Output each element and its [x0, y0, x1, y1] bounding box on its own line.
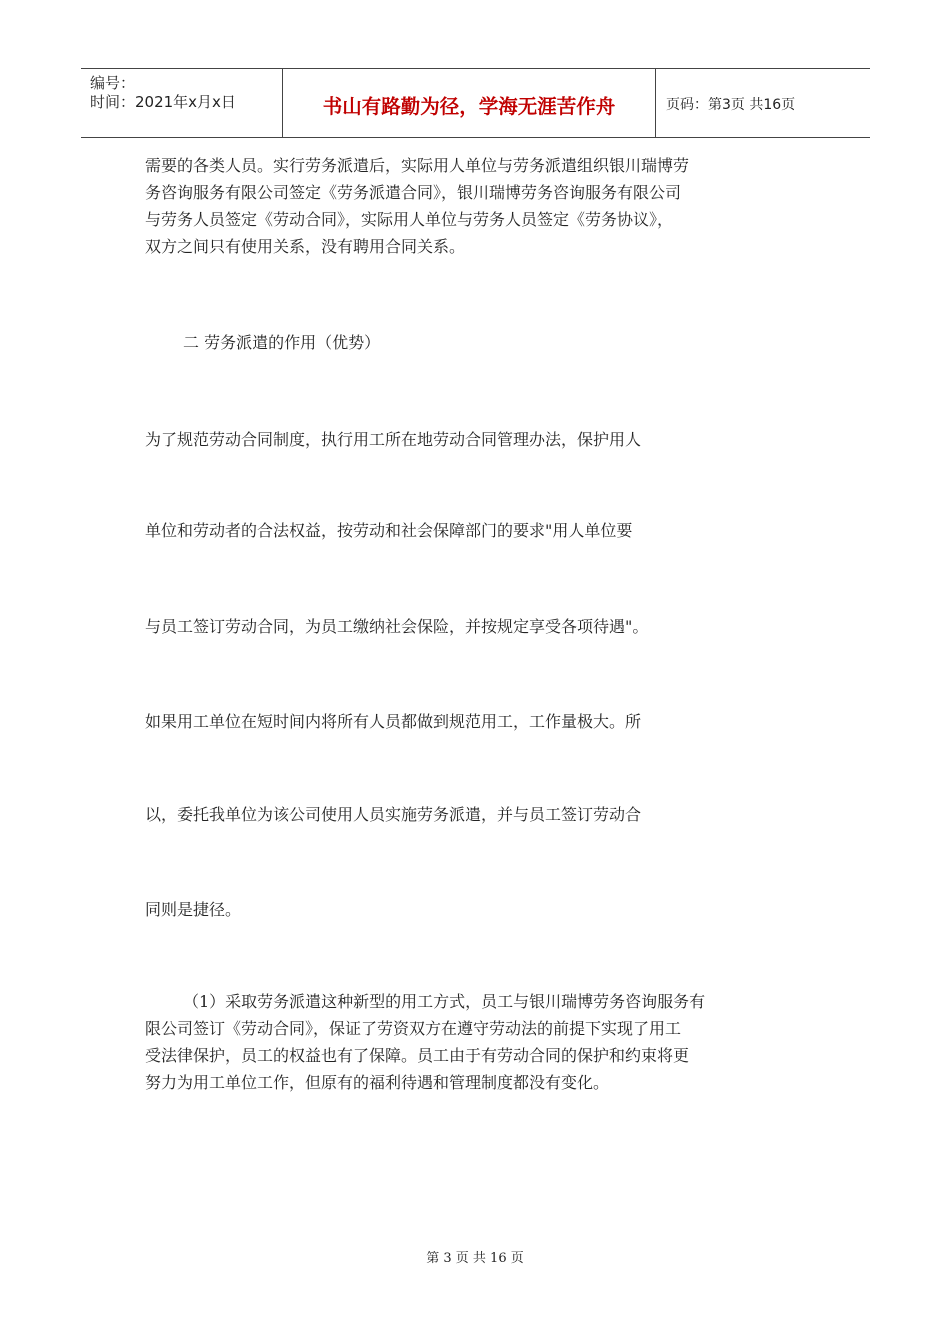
- paragraph-line: 单位和劳动者的合法权益，按劳动和社会保障部门的要求"用人单位要: [145, 521, 633, 540]
- document-header: [81, 68, 870, 138]
- paragraph-line: 为了规范劳动合同制度，执行用工所在地劳动合同管理办法，保护用人: [145, 430, 642, 449]
- header-meta-cell: [81, 69, 283, 137]
- header-motto-cell: [283, 69, 656, 137]
- paragraph-line: 同则是捷径。: [145, 900, 242, 919]
- paragraph-line: 与员工签订劳动合同，为员工缴纳社会保险，并按规定享受各项待遇"。: [145, 617, 649, 636]
- document-date: 时间：2021年x月x日: [90, 93, 236, 111]
- document-number-label: 编号：: [90, 74, 136, 92]
- paragraph-1: [145, 152, 689, 260]
- header-motto: 书山有路勤为径，学海无涯苦作舟: [322, 95, 616, 118]
- paragraph-line: 双方之间只有使用关系，没有聘用合同关系。: [145, 237, 466, 256]
- paragraph-line: （1）采取劳务派遣这种新型的用工方式，员工与银川瑞博劳务咨询服务有: [183, 992, 706, 1011]
- section-heading: 二 劳务派遣的作用（优势）: [183, 333, 381, 352]
- page-footer: 第 3 页 共 16 页: [426, 1251, 524, 1266]
- paragraph-line: 努力为用工单位工作，但原有的福利待遇和管理制度都没有变化。: [145, 1073, 610, 1092]
- paragraph-line: 以，委托我单位为该公司使用人员实施劳务派遣，并与员工签订劳动合: [145, 805, 642, 824]
- paragraph-3: [145, 988, 705, 1096]
- paragraph-line: 受法律保护，员工的权益也有了保障。员工由于有劳动合同的保护和约束将更: [145, 1046, 690, 1065]
- header-page-number: 页码：第3页 共16页: [666, 97, 796, 113]
- paragraph-line: 务咨询服务有限公司签定《劳务派遣合同》，银川瑞博劳务咨询服务有限公司: [145, 183, 682, 202]
- paragraph-line: 需要的各类人员。实行劳务派遣后，实际用人单位与劳务派遣组织银川瑞博劳: [145, 156, 690, 175]
- paragraph-line: 如果用工单位在短时间内将所有人员都做到规范用工，工作量极大。所: [145, 712, 642, 731]
- paragraph-line: 与劳务人员签定《劳动合同》，实际用人单位与劳务人员签定《劳务协议》，: [145, 210, 674, 229]
- header-page-cell: [656, 69, 870, 137]
- paragraph-line: 限公司签订《劳动合同》，保证了劳资双方在遵守劳动法的前提下实现了用工: [145, 1019, 682, 1038]
